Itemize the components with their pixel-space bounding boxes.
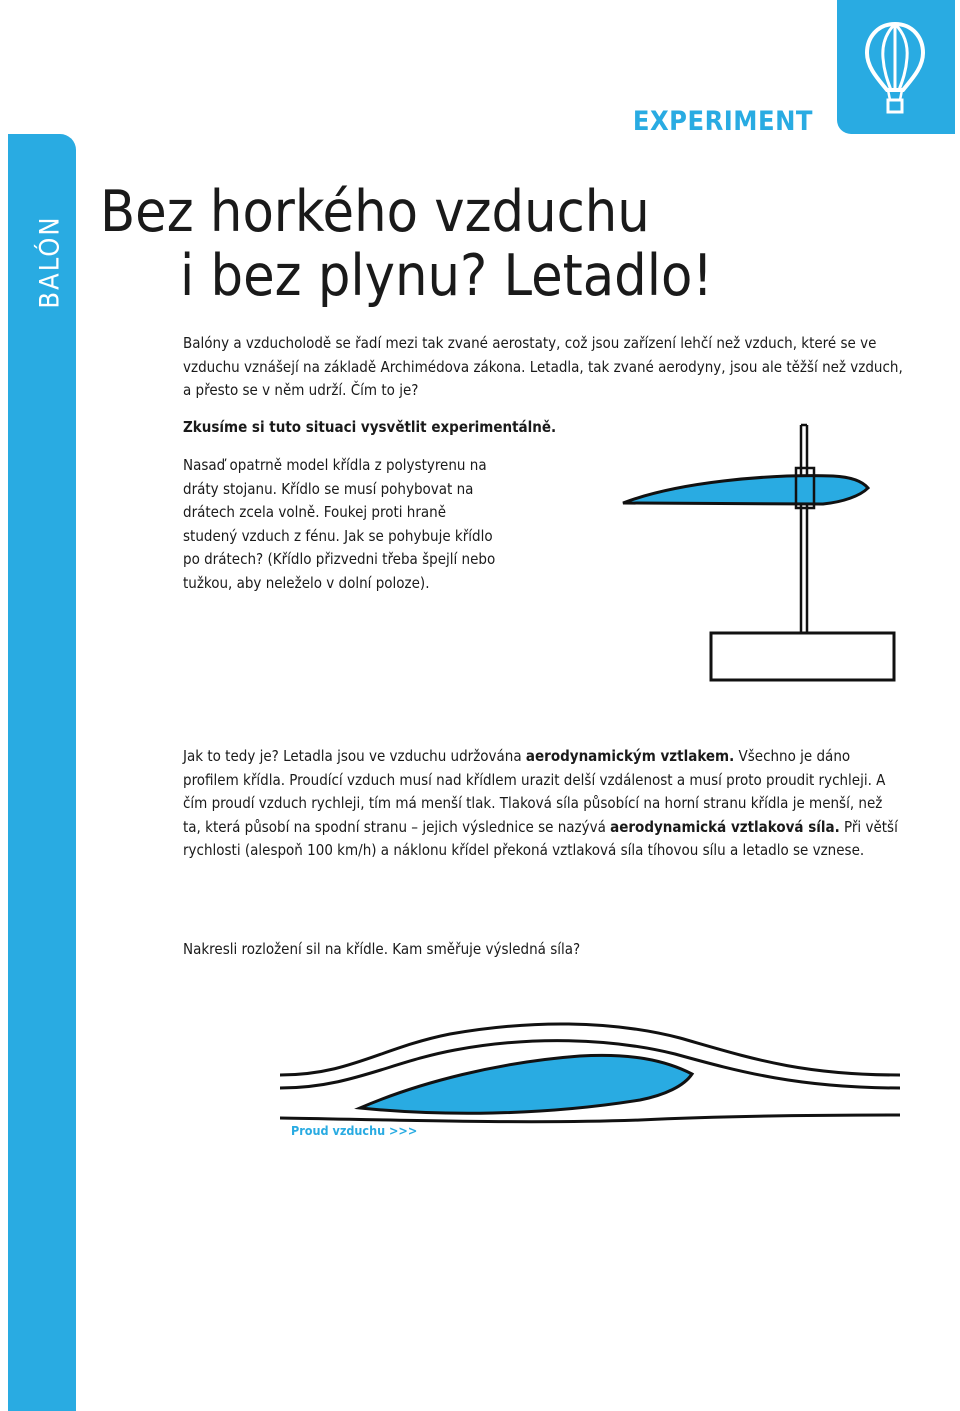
intro-paragraph: Balóny a vzducholodě se řadí mezi tak zvané aerostaty, což jsou zařízení lehčí než vzduch, které se ve vzduchu vznášejí na základě Archimédova zákona. Letadla, tak zvané aerodyny, jsou ale těžší než vzduch, a přesto se v něm udrží. Čím to je? bbox=[183, 334, 903, 400]
page-title bbox=[100, 180, 713, 308]
term-lift-force: aerodynamická vztlaková síla. bbox=[610, 817, 840, 836]
stand-base bbox=[711, 633, 894, 680]
sidebar-band bbox=[8, 134, 76, 1411]
airflow-label: Proud vzduchu >>> bbox=[291, 1123, 418, 1138]
term-aerodynamic-lift: aerodynamickým vztlakem. bbox=[525, 747, 735, 765]
task-prompt: Nakresli rozložení sil na křídle. Kam směřuje výsledná síla? bbox=[183, 940, 581, 958]
wing-model bbox=[623, 476, 868, 504]
title-line-1: Bez horkého vzduchu bbox=[100, 179, 650, 245]
header-tab bbox=[837, 0, 955, 134]
wing-stand-illustration bbox=[618, 420, 908, 690]
section-label: EXPERIMENT bbox=[632, 106, 813, 137]
wing-profile bbox=[360, 1055, 692, 1113]
instructions-paragraph: Nasaď opatrně model křídla z polystyrenu na dráty stojanu. Křídlo se musí pohybovat na drátech zcela volně. Foukej proti hraně studený vzduch z fénu. Jak se pohybuje křídlo po drátech? (Křídlo přizvedni třeba špejlí nebo tužkou, aby neleželo v dolní poloze). bbox=[183, 456, 496, 592]
lead-heading: Zkusíme si tuto situaci vysvětlit experimentálně. bbox=[183, 418, 557, 436]
explanation-paragraph: Jak to tedy je? Letadla jsou ve vzduchu udržována aerodynamickým vztlakem. Všechno je dáno profilem křídla. Proudící vzduch musí nad křídlem urazit delší vzdálenost a musí proto proudit rychleji. A čím proudí vzduch rychleji, tím má menší tlak. Tlaková síla působící na horní stranu křídla je menší, než ta, která působí na spodní stranu – jejich výslednice se nazývá aerodynamická vztlaková síla. Při větší rychlosti (alespoň 100 km/h) a náklonu křídel překoná vztlaková síla tíhovou sílu a letadlo se vznese. bbox=[183, 747, 898, 860]
sidebar-label: BALÓN bbox=[34, 215, 66, 309]
title-line-2: i bez plynu? Letadlo! bbox=[180, 243, 713, 309]
airflow-illustration bbox=[280, 1020, 900, 1160]
hot-air-balloon-icon bbox=[863, 20, 927, 116]
